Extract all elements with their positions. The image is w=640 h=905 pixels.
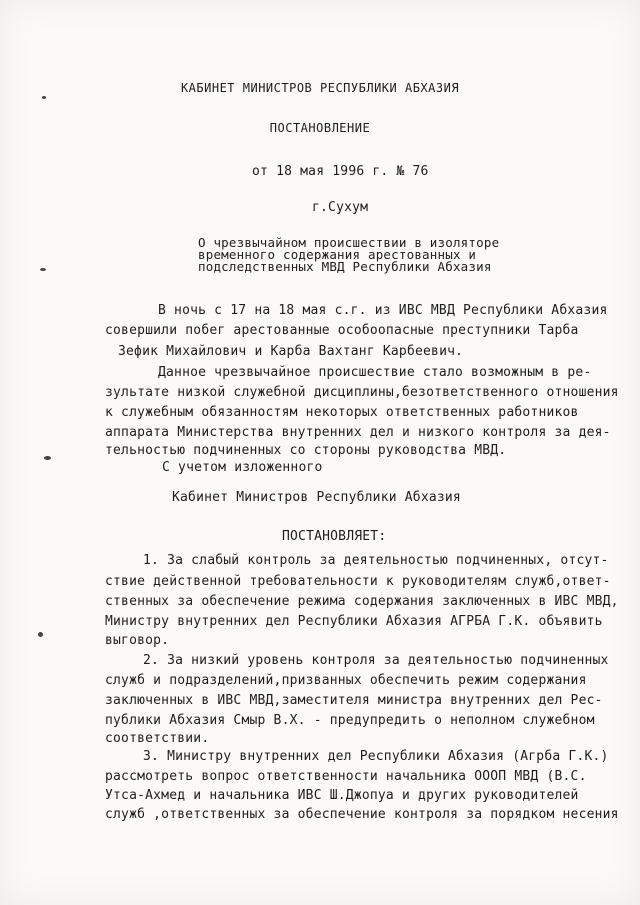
item-line: 2. За низкий уровень контроля за деятельностью подчиненных: [143, 653, 609, 668]
item-line: заключенных в ИВС МВД,заместителя министра внутренних дел Рес-: [105, 693, 603, 708]
item-line: соответствии.: [105, 731, 210, 746]
body-line: к служебным обязанностям некоторых ответственных работников: [105, 405, 579, 420]
body-line: аппарата Министерства внутренних дел и низкого контроля за дея-: [105, 425, 611, 440]
scan-speck: [44, 456, 51, 460]
subject-line: подследственных МВД Республики Абхазия: [198, 259, 492, 274]
item-line: рассмотреть вопрос ответственности начальника ОООП МВД (В.С.: [105, 769, 587, 784]
subject-line: О чрезвычайном происшествии в изоляторе: [198, 235, 500, 250]
item-line: Министру внутренних дел Республики Абхазия АГРБА Г.К. объявить: [105, 614, 603, 629]
date-number: от 18 мая 1996 г. № 76: [252, 164, 429, 179]
item-line: Утса-Ахмед и начальника ИВС Ш.Джопуа и других руководителей: [105, 788, 579, 803]
scan-speck: [38, 632, 43, 637]
item-line: 1. За слабый контроль за деятельностью подчиненных, отсут-: [143, 553, 609, 568]
considering-line: С учетом изложенного: [162, 460, 323, 475]
organization-title: КАБИНЕТ МИНИСТРОВ РЕСПУБЛИКИ АБХАЗИЯ: [180, 81, 460, 95]
resolves-heading: ПОСТАНОВЛЯЕТ:: [282, 529, 387, 544]
subject-line: временного содержания арестованных и: [198, 247, 477, 262]
scan-speck: [42, 96, 46, 99]
item-line: ствие действенной требовательности к руководителям служб,ответ-: [105, 574, 611, 589]
item-line: выговор.: [105, 633, 170, 648]
item-line: служб ,ответственных за обеспечение контроля за порядком несения: [105, 807, 619, 822]
cabinet-line: Кабинет Министров Республики Абхазия: [172, 490, 461, 505]
item-line: публики Абхазия Смыр В.Х. - предупредить о неполном служебном: [105, 713, 595, 728]
body-line: Данное чрезвычайное происшествие стало возможным в ре-: [158, 365, 592, 380]
item-line: ственных за обеспечение режима содержания заключенных в ИВС МВД,: [105, 594, 619, 609]
document-type: ПОСТАНОВЛЕНИЕ: [269, 121, 371, 135]
item-line: служб и подразделений,призванных обеспечить режим содержания: [105, 673, 587, 688]
item-line: 3. Министру внутренних дел Республики Абхазия (Агрба Г.К.): [143, 749, 609, 764]
body-line: Зефик Михайлович и Карба Вахтанг Карбеевич.: [118, 344, 464, 359]
city: г.Сухум: [312, 200, 369, 215]
body-line: совершили побег арестованные особоопасные преступники Тарба: [105, 323, 579, 338]
body-line: зультате низкой служебной дисциплины,безответственного отношения: [105, 385, 619, 400]
scan-speck: [40, 268, 46, 271]
body-line: В ночь с 17 на 18 мая с.г. из ИВС МВД Республики Абхазия: [158, 303, 608, 318]
body-line: тельностью подчиненных со стороны руководства МВД.: [105, 443, 507, 458]
